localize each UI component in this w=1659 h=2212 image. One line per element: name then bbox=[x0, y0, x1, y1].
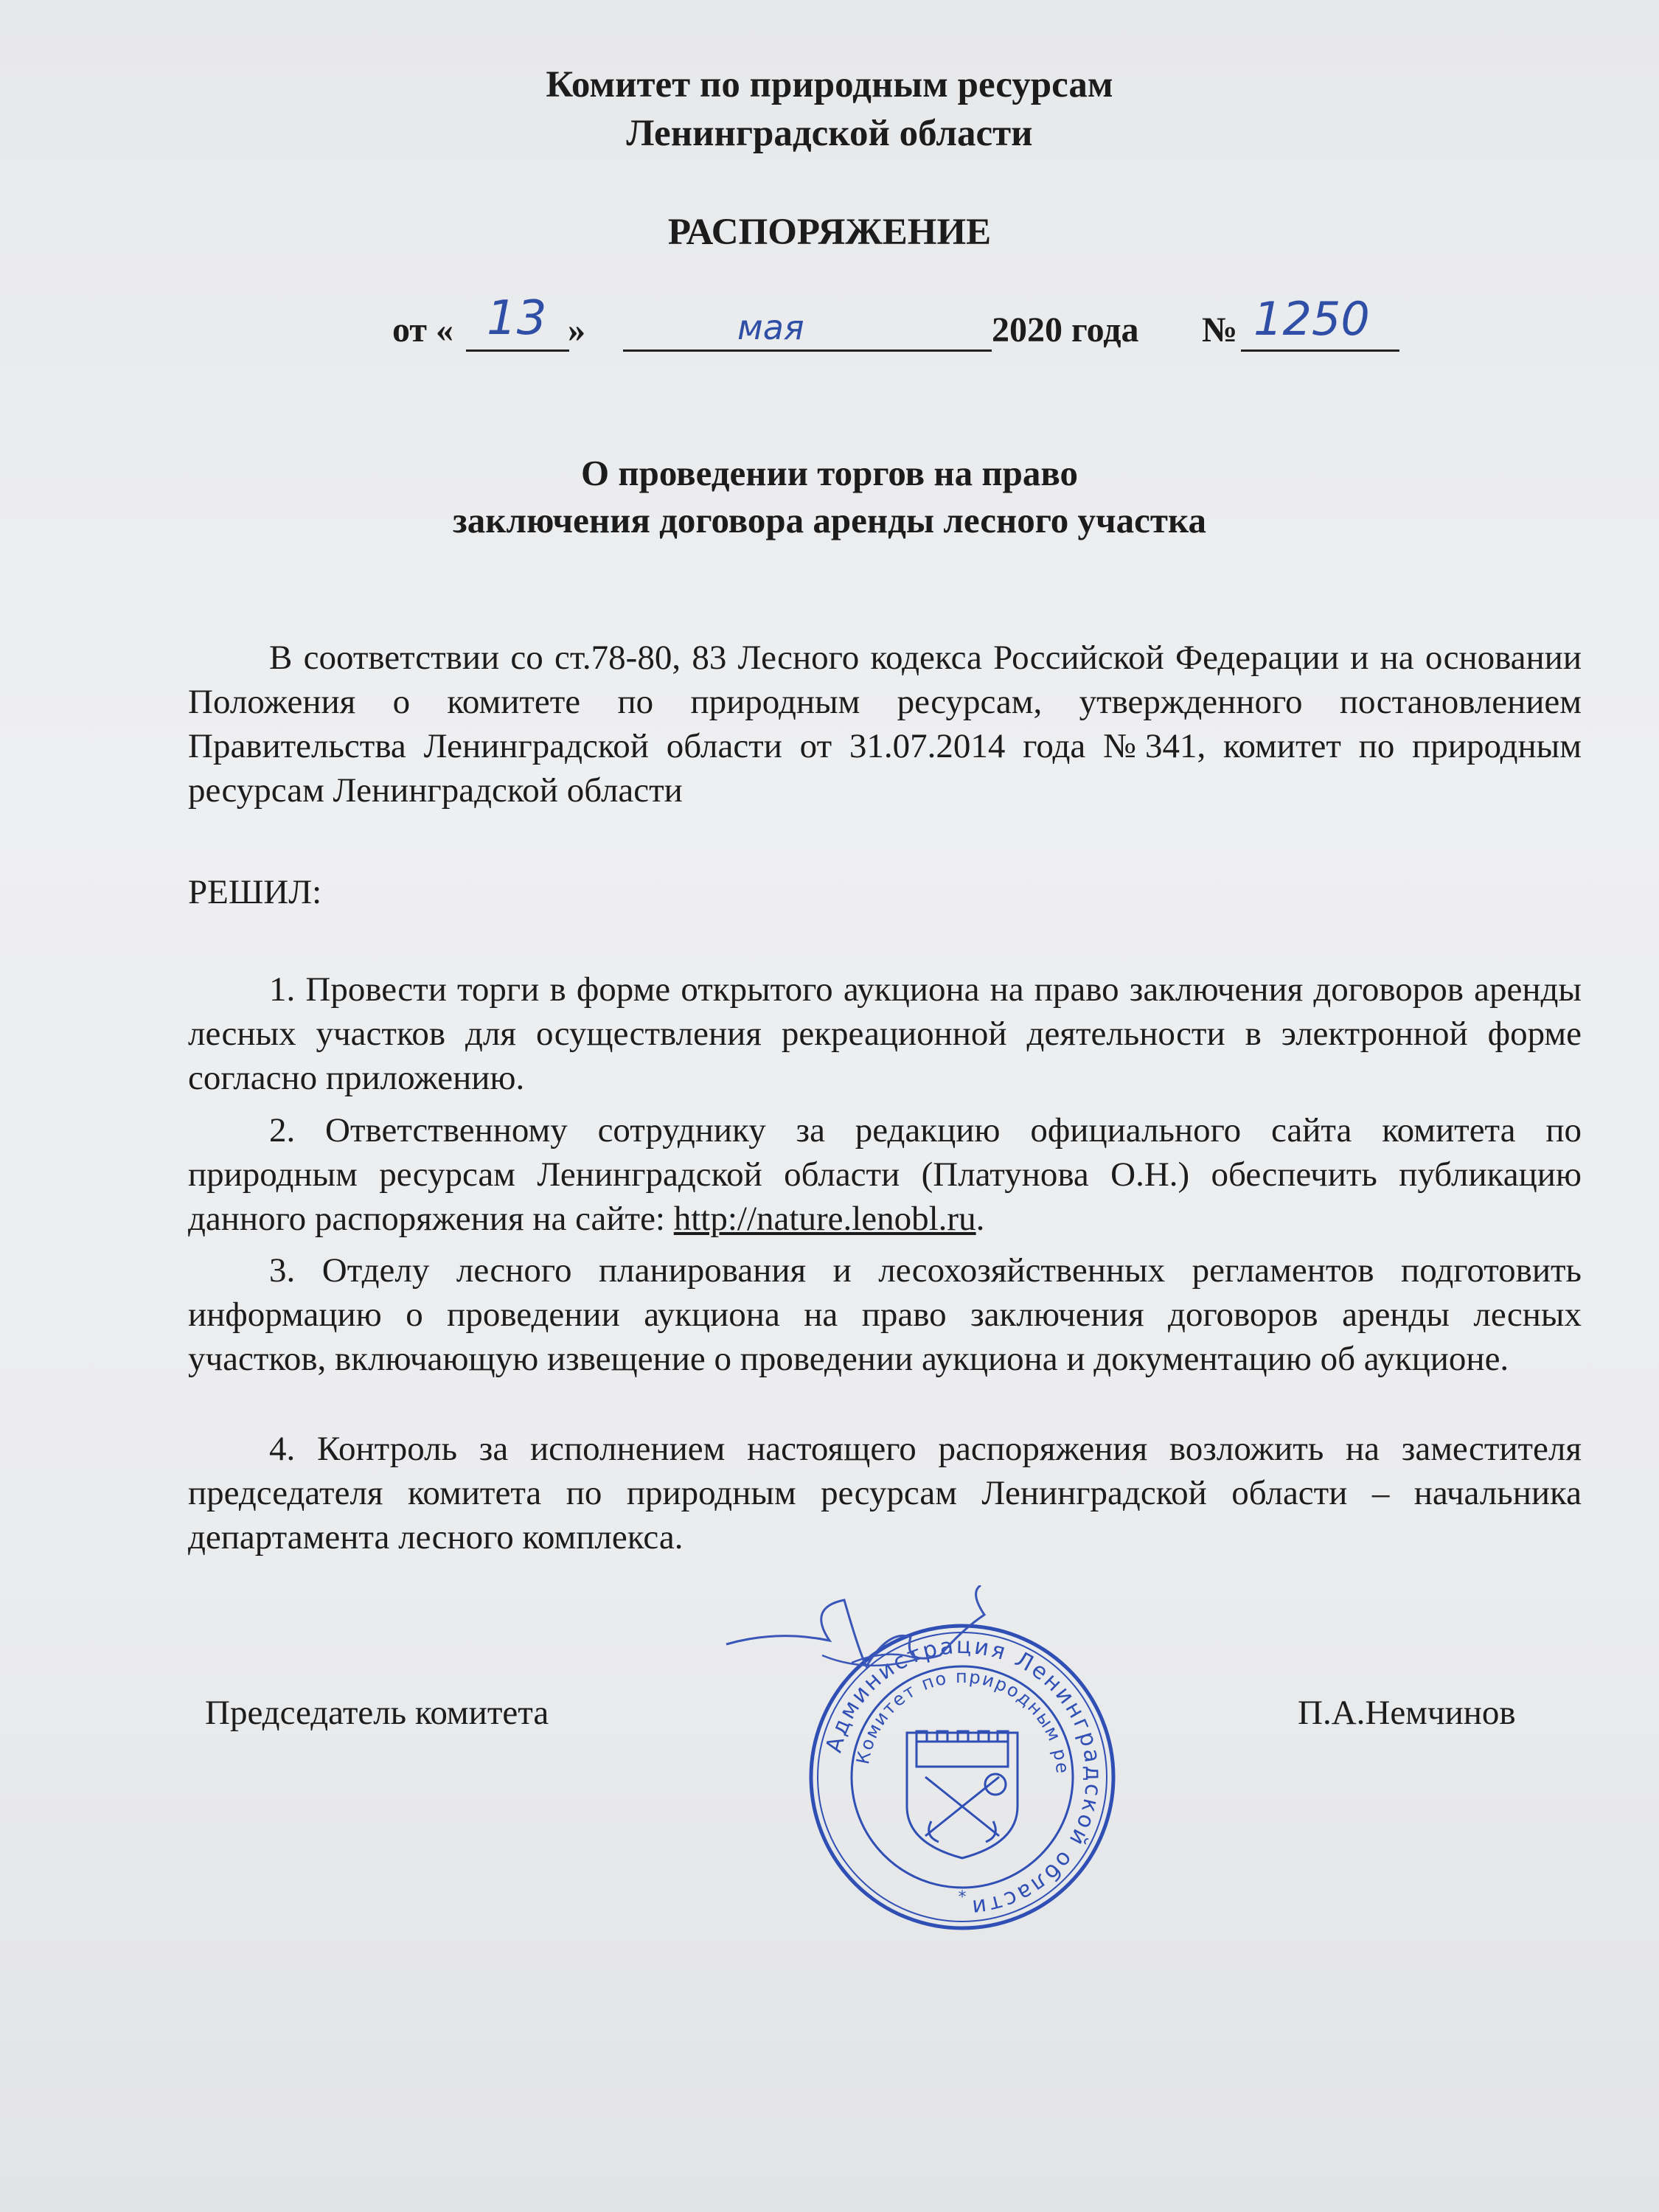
site-link[interactable]: http://nature.lenobl.ru bbox=[673, 1200, 976, 1238]
item-1: 1. Провести торги в форме открытого аукциона на право заключения договоров аренды лесных участков для осуществления рекреационной деятельности в электронной форме согласно приложению. bbox=[188, 970, 1582, 1097]
signer-name: П.А.Немчинов bbox=[1298, 1694, 1516, 1732]
signer-position: Председатель комитета bbox=[205, 1694, 549, 1732]
issuer-line-1: Комитет по природным ресурсам bbox=[546, 64, 1113, 105]
item-3: 3. Отделу лесного планирования и лесохозяйственных регламентов подготовить информацию о проведении аукциона на право заключения договоров аренды лесных участков, включающую извещение о проведении аукциона и документацию об аукционе. bbox=[188, 1251, 1582, 1378]
issuer-line-2: Ленинградской области bbox=[626, 113, 1033, 154]
preamble-paragraph: В соответствии со ст.78-80, 83 Лесного кодекса Российской Федерации и на основании Положения о комитете по природным ресурсам, утвержденного постановлением Правительства Ленинградской области от 31.07.2014 года №341, комитет по природным ресурсам Ленинградской области bbox=[188, 639, 1582, 810]
issuer-header bbox=[0, 60, 1659, 158]
decided-label: РЕШИЛ: bbox=[188, 873, 322, 911]
handwritten-signature bbox=[719, 1585, 1029, 1703]
date-prefix: от « bbox=[392, 310, 453, 349]
seal-coat-of-arms-icon bbox=[907, 1731, 1018, 1858]
subject-line-1: О проведении торгов на право bbox=[581, 453, 1078, 493]
number-underline bbox=[1241, 349, 1399, 352]
seal-star-icon: * bbox=[958, 1888, 967, 1907]
date-number-line bbox=[383, 291, 1416, 365]
subject-line-2: заключения договора аренды лесного участка bbox=[453, 500, 1206, 540]
item-2-text: 2. Ответственному сотруднику за редакцию официального сайта комитета по природным ресурсам Ленинградской области (Платунова О.Н.) обеспечить публикацию данного распоряжения на сайте: bbox=[188, 1111, 1582, 1238]
document-subject bbox=[0, 450, 1659, 544]
number-sign: № bbox=[1202, 310, 1238, 349]
signature-graphic bbox=[719, 1585, 1029, 1703]
seal-inner-text: Комитет по природным ре bbox=[852, 1666, 1074, 1775]
item-2 bbox=[188, 1108, 1582, 1241]
item-2-suffix: . bbox=[975, 1200, 985, 1238]
document-number-handwritten: 1250 bbox=[1253, 292, 1370, 346]
seal-outer-text: Администрация Ленинградской области bbox=[821, 1632, 1107, 1921]
item-4: 4. Контроль за исполнением настоящего распоряжения возложить на заместителя председателя комитета по природным ресурсам Ленинградской области – начальника департамента лесного комплекса. bbox=[188, 1430, 1582, 1557]
date-month-handwritten: мая bbox=[737, 307, 804, 347]
date-day-handwritten: 13 bbox=[487, 291, 547, 346]
document-type-title: РАСПОРЯЖЕНИЕ bbox=[667, 212, 992, 253]
date-close-quote: » bbox=[568, 310, 585, 349]
month-underline bbox=[623, 349, 992, 352]
date-year: 2020 года bbox=[992, 310, 1139, 349]
day-underline bbox=[466, 349, 569, 352]
